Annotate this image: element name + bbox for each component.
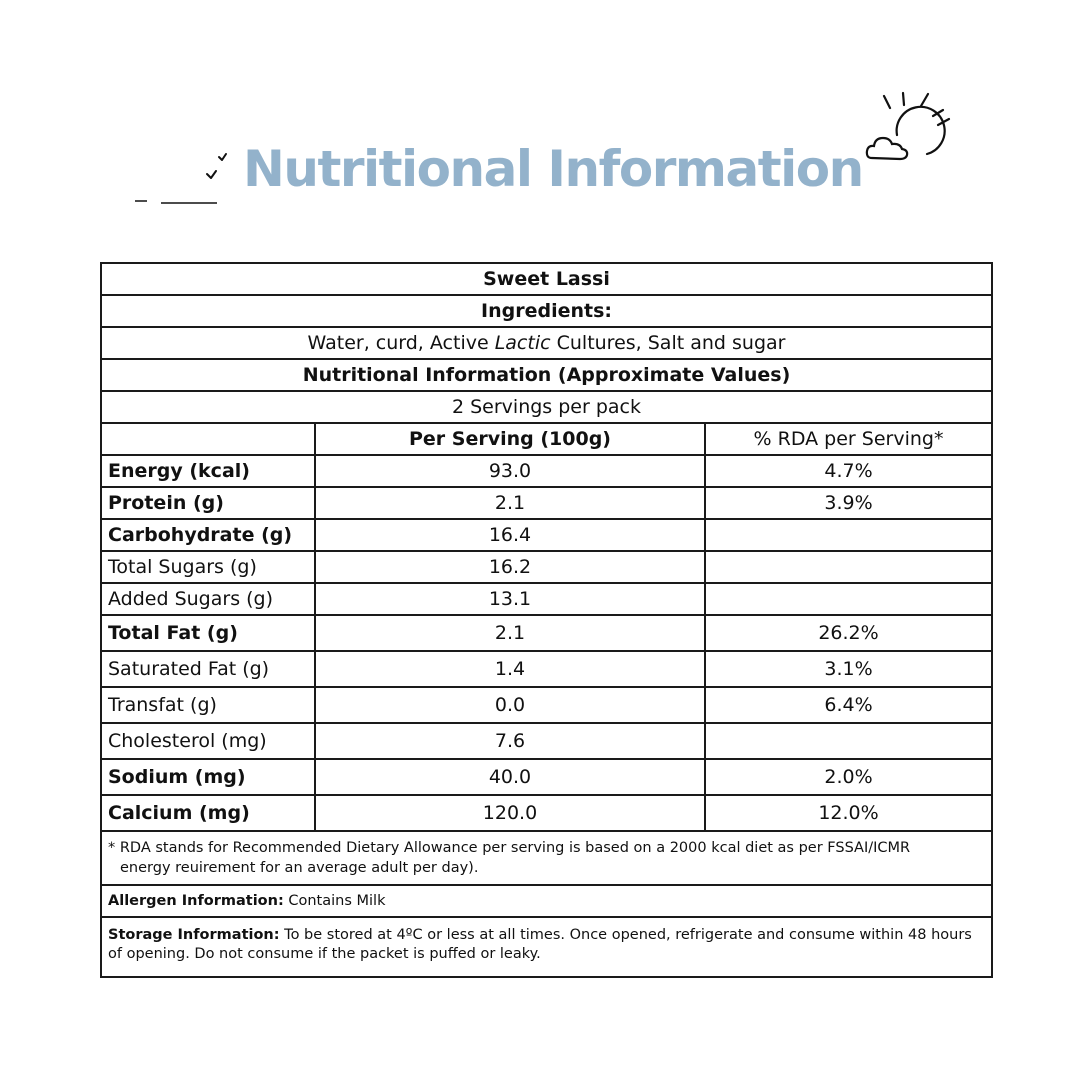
nutrient-label: Carbohydrate (g)	[101, 519, 315, 551]
nutrient-rda: 4.7%	[705, 455, 992, 487]
storage-info	[101, 917, 992, 977]
nutrient-value: 7.6	[315, 723, 705, 759]
rda-header: % RDA per Serving*	[705, 423, 992, 455]
nutrient-value: 0.0	[315, 687, 705, 723]
nutrient-value: 16.4	[315, 519, 705, 551]
allergen-label: Allergen Information:	[108, 893, 284, 909]
nutrient-row	[101, 687, 992, 723]
allergen-info	[101, 885, 992, 917]
nutrient-value: 16.2	[315, 551, 705, 583]
nutrient-label: Total Fat (g)	[101, 615, 315, 651]
nutrient-rda: 12.0%	[705, 795, 992, 831]
nutrient-value: 40.0	[315, 759, 705, 795]
nutrient-value: 93.0	[315, 455, 705, 487]
nutrient-rda: 2.0%	[705, 759, 992, 795]
nutrient-row	[101, 519, 992, 551]
nutrient-value: 1.4	[315, 651, 705, 687]
nutrition-table	[100, 262, 993, 978]
per-serving-header: Per Serving (100g)	[315, 423, 705, 455]
nutrient-row	[101, 615, 992, 651]
servings-row	[101, 391, 992, 423]
nutrient-label: Sodium (mg)	[101, 759, 315, 795]
nutrient-rows	[101, 455, 992, 831]
birds-icon	[130, 150, 240, 210]
servings-per-pack: 2 Servings per pack	[101, 391, 992, 423]
nutrient-value: 13.1	[315, 583, 705, 615]
storage-text: To be stored at 4ºC or less at all times. Once opened, refrigerate and consume within 48 hours of opening. Do not consume if the packet is puffed or leaky.	[108, 927, 972, 962]
nutrient-label: Protein (g)	[101, 487, 315, 519]
nutrient-row	[101, 723, 992, 759]
ingredients-heading-row	[101, 295, 992, 327]
nutrient-rda	[705, 583, 992, 615]
nutrient-rda	[705, 551, 992, 583]
nutrient-label: Calcium (mg)	[101, 795, 315, 831]
product-name-row	[101, 263, 992, 295]
nutrient-row	[101, 551, 992, 583]
ingredients-heading: Ingredients:	[101, 295, 992, 327]
nutrient-row	[101, 583, 992, 615]
sun-cloud-icon	[860, 88, 960, 168]
allergen-row	[101, 885, 992, 917]
nutrient-rda	[705, 723, 992, 759]
ingredients-italic-part: Lactic	[494, 332, 551, 354]
footnote-line: * RDA stands for Recommended Dietary Allowance per serving is based on a 2000 kcal diet as per FSSAI/ICMR	[108, 840, 911, 856]
allergen-text: Contains Milk	[283, 893, 386, 909]
nutrient-rda	[705, 519, 992, 551]
nutrient-label: Transfat (g)	[101, 687, 315, 723]
nutrient-row	[101, 651, 992, 687]
nutrient-row	[101, 795, 992, 831]
nutrient-value: 120.0	[315, 795, 705, 831]
storage-label: Storage Information:	[108, 927, 280, 943]
storage-row	[101, 917, 992, 977]
nutrient-row	[101, 487, 992, 519]
nutrient-value: 2.1	[315, 487, 705, 519]
column-header-row	[101, 423, 992, 455]
nutrient-label: Energy (kcal)	[101, 455, 315, 487]
ingredients-text-part: Cultures, Salt and sugar	[550, 332, 786, 354]
nutrition-heading-row	[101, 359, 992, 391]
rda-footnote	[101, 831, 992, 885]
nutrient-row	[101, 455, 992, 487]
nutrient-value: 2.1	[315, 615, 705, 651]
nutrient-label: Total Sugars (g)	[101, 551, 315, 583]
footnote-line: energy reuirement for an average adult per day).	[120, 860, 479, 876]
nutrient-label: Cholesterol (mg)	[101, 723, 315, 759]
nutrient-row	[101, 759, 992, 795]
footnote-row	[101, 831, 992, 885]
nutrient-label: Saturated Fat (g)	[101, 651, 315, 687]
page-title: Nutritional Information	[243, 140, 863, 198]
ingredients-row	[101, 327, 992, 359]
ingredients-text-part: Water, curd, Active	[307, 332, 495, 354]
nutrient-rda: 3.1%	[705, 651, 992, 687]
nutrient-label: Added Sugars (g)	[101, 583, 315, 615]
nutrient-rda: 6.4%	[705, 687, 992, 723]
empty-header-cell	[101, 423, 315, 455]
nutrient-rda: 26.2%	[705, 615, 992, 651]
ingredients-text	[101, 327, 992, 359]
product-name: Sweet Lassi	[101, 263, 992, 295]
nutrition-heading: Nutritional Information (Approximate Values)	[101, 359, 992, 391]
nutrient-rda: 3.9%	[705, 487, 992, 519]
